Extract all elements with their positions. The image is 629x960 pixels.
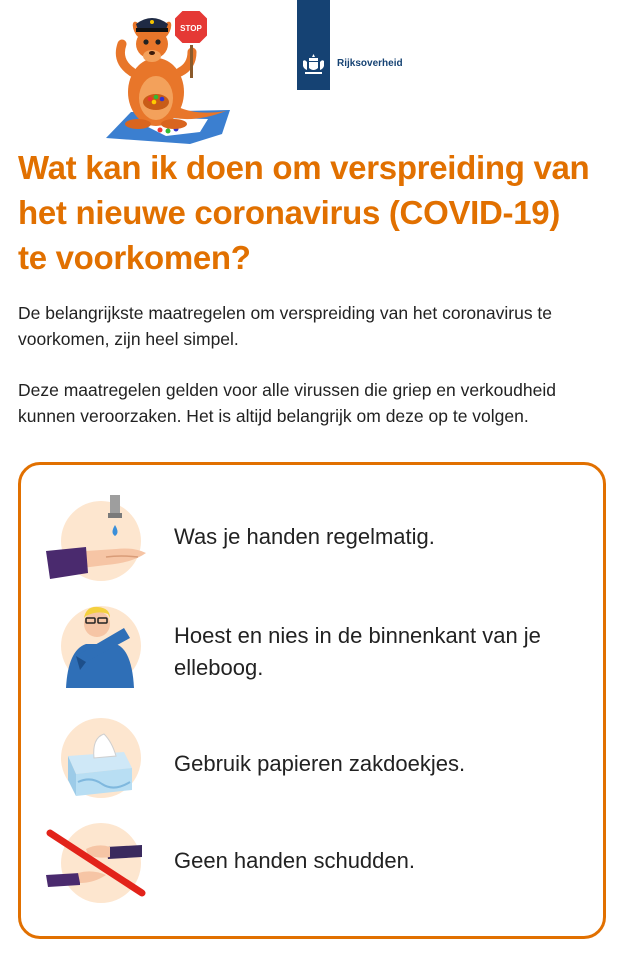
title-line: Wat kan ik doen om verspreiding van: [18, 149, 590, 186]
title-line: te voorkomen?: [18, 239, 251, 276]
measure-text: [174, 620, 584, 684]
intro-paragraph-2: [18, 377, 608, 429]
page-title: [18, 145, 608, 280]
paragraph-line: voorkomen, zijn heel simpel.: [18, 329, 239, 349]
title-line: het nieuwe coronavirus (COVID-19): [18, 194, 561, 231]
measure-line: Was je handen regelmatig.: [174, 524, 435, 549]
paragraph-line: Deze maatregelen gelden voor alle virussen die griep en verkoudheid: [18, 380, 556, 400]
intro-paragraph-1: [18, 300, 608, 352]
measure-line: elleboog.: [174, 655, 264, 680]
kangaroo-mascot-illustration: [86, 6, 236, 152]
sneeze-elbow-icon: [46, 600, 146, 690]
measure-line: Gebruik papieren zakdoekjes.: [174, 751, 466, 776]
measures-card: [18, 462, 606, 939]
rijksoverheid-logo-bar: [297, 0, 330, 90]
measure-line: Hoest en nies in de binnenkant van je: [174, 623, 541, 648]
measure-text: [174, 748, 584, 780]
no-handshake-icon: [46, 817, 146, 907]
measure-text: [174, 521, 584, 553]
hand-washing-icon: [46, 495, 146, 585]
tissue-box-icon: [46, 712, 146, 802]
measure-text: [174, 845, 584, 877]
paragraph-line: De belangrijkste maatregelen om verspreiding van het coronavirus te: [18, 303, 553, 323]
stop-sign-label: STOP: [180, 24, 202, 33]
logo-text: Rijksoverheid: [337, 58, 403, 69]
coat-of-arms-icon: [301, 52, 326, 76]
paragraph-line: kunnen veroorzaken. Het is altijd belangrijk om deze op te volgen.: [18, 406, 529, 426]
measure-line: Geen handen schudden.: [174, 848, 415, 873]
